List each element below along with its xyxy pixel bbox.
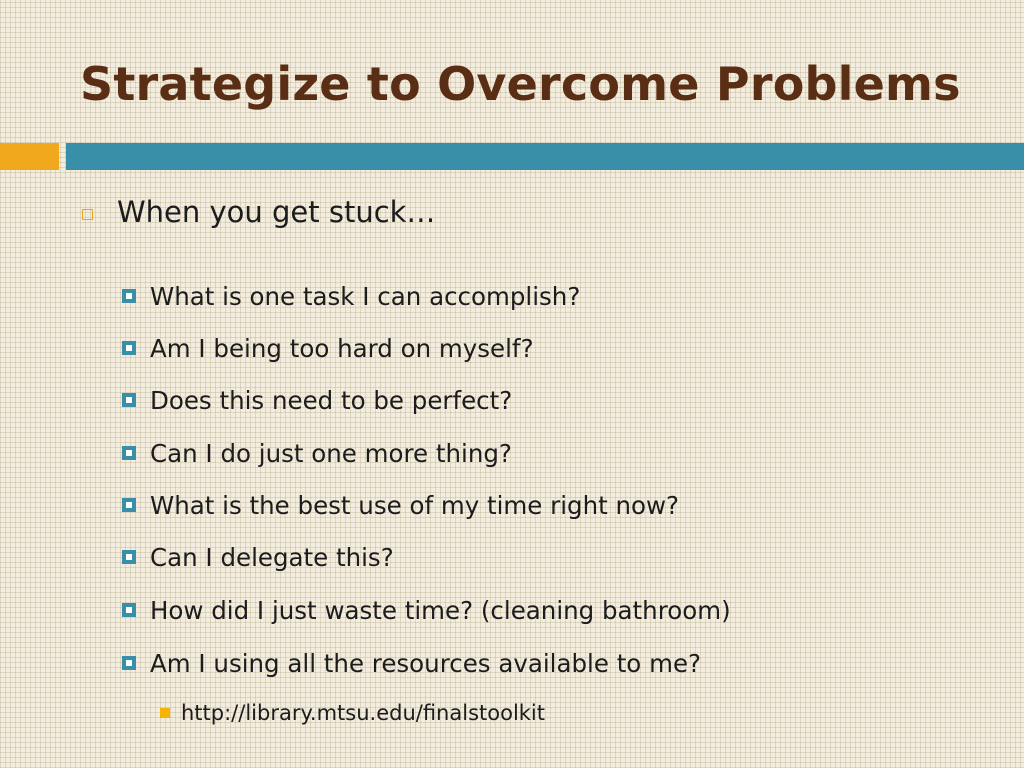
bullet-text: When you get stuck… — [117, 195, 436, 229]
sub-bullet-link-text: http://library.mtsu.edu/finalstoolkit — [181, 701, 546, 725]
square-bullet-icon — [122, 656, 136, 670]
question-text: Does this need to be perfect? — [150, 385, 513, 415]
sub-bullet — [160, 696, 545, 730]
question-item — [122, 434, 512, 472]
slide-title: Strategize to Overcome Problems — [80, 57, 961, 111]
square-bullet-icon — [122, 498, 136, 512]
square-bullet-icon — [122, 289, 136, 303]
question-text: What is the best use of my time right now? — [150, 490, 680, 520]
square-bullet-icon — [122, 341, 136, 355]
question-text: Can I delegate this? — [150, 542, 394, 572]
question-text: What is one task I can accomplish? — [150, 281, 581, 311]
question-item — [122, 277, 580, 315]
question-item — [122, 486, 679, 524]
question-text: Can I do just one more thing? — [150, 438, 512, 468]
hollow-square-bullet-icon — [82, 209, 93, 220]
question-text: How did I just waste time? (cleaning bathroom) — [150, 595, 731, 625]
square-bullet-icon — [122, 603, 136, 617]
question-item — [122, 591, 731, 629]
question-item — [122, 329, 534, 367]
question-item — [122, 644, 701, 682]
question-text: Am I being too hard on myself? — [150, 333, 534, 363]
question-item — [122, 538, 394, 576]
question-item — [122, 381, 512, 419]
filled-square-bullet-icon — [160, 708, 170, 718]
question-text: Am I using all the resources available to me? — [150, 648, 702, 678]
square-bullet-icon — [122, 393, 136, 407]
square-bullet-icon — [122, 550, 136, 564]
bullet-level1 — [82, 190, 435, 234]
square-bullet-icon — [122, 446, 136, 460]
